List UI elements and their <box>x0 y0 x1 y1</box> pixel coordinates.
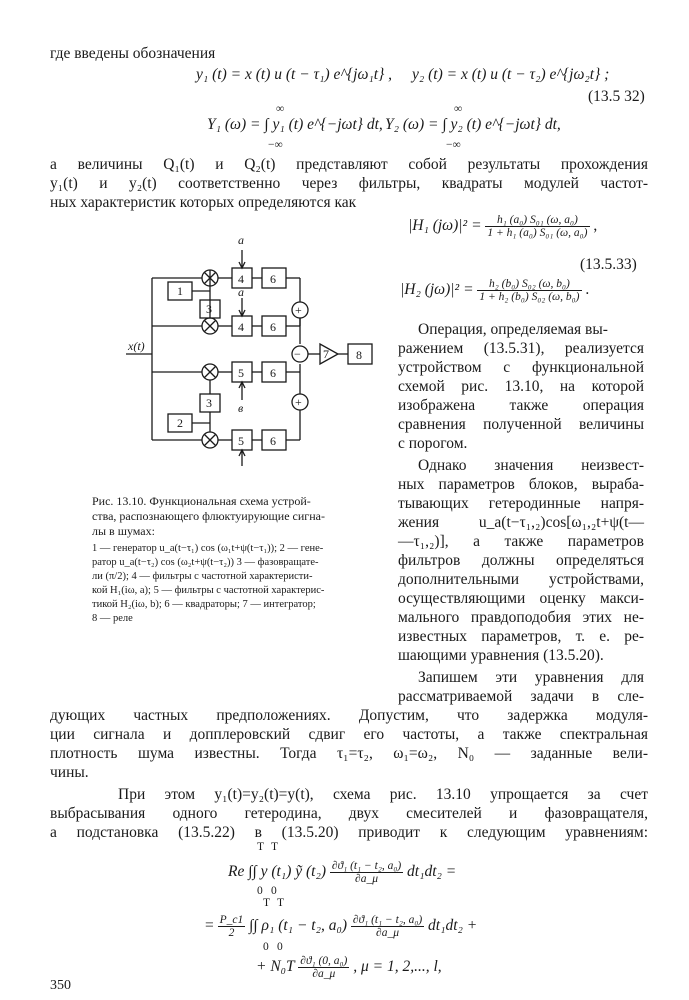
right-col-line: Однако значения неизвест- <box>418 457 644 474</box>
equation-number-13-5-32: (13.5 32) <box>588 88 645 105</box>
adder-plus: + <box>295 395 302 409</box>
final-eq-3-numerator: ∂ϑ₁ (0, a₀) <box>300 955 348 967</box>
equation-y2: y₂ (t) = x (t) u (t − τ₂) e^{jω₂t} ; <box>412 66 610 83</box>
right-col-line: сравнения полученной величины <box>398 416 644 433</box>
figure-legend-line: 1 — генератор u_a(t−τ₁) cos (ω₁t+ψ(t−τ₁)); 2 — гене- <box>92 543 324 554</box>
final-eq-2-fraction <box>351 914 424 939</box>
integral-lower-limit: 0 <box>277 941 283 953</box>
paragraph-line: ции сигнала и допплеровский сдвиг его частоты, а также спектральная <box>50 726 648 743</box>
final-eq-2-coefficient <box>218 914 246 939</box>
final-eq-3-fraction <box>298 955 349 980</box>
right-col-line: —τ₁,₂)], а также параметров <box>398 533 644 550</box>
final-eq-2-coef-numerator: P_c1 <box>219 914 244 926</box>
adder-plus: + <box>295 303 302 317</box>
integral-upper-limit-1: ∞ <box>276 103 285 115</box>
equation-H2-denominator: 1 + h₂ (b₀) S₀₂ (ω, b₀) <box>479 291 580 303</box>
integral-upper-limit: T <box>277 897 285 909</box>
final-eq-2-numerator: ∂ϑ₁ (t₁ − t₂, a₀) <box>352 914 423 926</box>
right-col-line: устройством с функциональной <box>398 359 644 376</box>
paragraph-line: плотность шума известны. Тогда τ₁=τ₂, ω₁=ω₂, N₀ — заданные вели- <box>50 745 648 762</box>
paragraph-line: а величины Q₁(t) и Q₂(t) представляют собой результаты прохождения <box>50 156 648 173</box>
paragraph-line: выбрасывания одного гетеродина, двух смесителей и фазовращателя, <box>50 805 648 822</box>
right-col-line: рассматриваемой задачи в сле- <box>398 688 644 705</box>
integral-upper-limit: T <box>257 841 265 853</box>
equation-H2-numerator: h₂ (b₀) S₀₂ (ω, b₀) <box>477 278 581 291</box>
page-number: 350 <box>50 978 71 993</box>
squarer-label: 6 <box>270 272 276 286</box>
integral-upper-limit: T <box>263 897 271 909</box>
filter-b-label: 5 <box>238 434 244 448</box>
final-eq-3-rhs: , μ = 1, 2,..., l, <box>353 958 442 976</box>
final-eq-1-numerator: ∂ϑ₁ (t₁ − t₂, a₀) <box>331 860 402 872</box>
final-eq-2-denominator: ∂a_μ <box>376 927 400 939</box>
right-col-line: тывающих гетеродинные напря- <box>398 495 644 512</box>
paragraph-line: ных характеристик которых определяются как <box>50 194 357 211</box>
right-col-line: с порогом. <box>398 435 468 452</box>
diagram-input-label: x(t) <box>128 339 145 353</box>
equation-H1-fraction <box>485 214 589 239</box>
integral-lower-limit-1: −∞ <box>268 139 283 151</box>
paragraph-line: а подстановка (13.5.22) в (13.5.20) приводит к следующим уравнениям: <box>50 824 648 841</box>
figure-caption-line: лы в шумах: <box>92 524 155 538</box>
squarer-label: 6 <box>270 366 276 380</box>
paragraph-line: y₁(t) и y₂(t) соответственно через фильтры, квадраты модулей частот- <box>50 175 648 192</box>
paragraph-line: дующих частных предположениях. Допустим, что задержка модуля- <box>50 707 648 724</box>
final-equation-line-2: = $\frac{P\_c1}{2}$ ∫∫ ρ₁ (t₁ − t₂, a₀) $\frac{\text{∂ϑ₁ (t₁ − t₂, a₀)}}{\partial a\_\mu}$ dt₁dt₂ + <box>205 914 478 939</box>
phase-shifter-label: 3 <box>206 396 212 410</box>
filter-a-label: 4 <box>238 272 244 286</box>
equation-H2: |H₂ (jω)|² = $\frac{\text{h₂ (b₀) S₀₂ (ω, b₀)}}{\text{1 + h₂ (b₀) S₀₂ (ω, b₀)}}$ . <box>400 278 590 303</box>
figure-legend-line: кой H₁(iω, a); 5 — фильтры с частотной характерис- <box>92 585 325 596</box>
figure-legend-line: ли (π/2); 4 — фильтры с частотной характеристи- <box>92 571 313 582</box>
block-diagram <box>126 222 384 472</box>
right-col-line: Операция, определяемая вы- <box>418 321 608 338</box>
generator-2-label: 2 <box>177 416 183 430</box>
integral-lower-limit: 0 <box>257 885 263 897</box>
final-eq-2-rhs: dt₁dt₂ + <box>428 917 478 935</box>
figure-legend-line: 8 — реле <box>92 613 133 624</box>
right-col-line: жения u_a(t−τ₁,₂)cos[ω₁,₂t+ψ(t— <box>398 514 644 531</box>
integral-upper-limit: T <box>271 841 279 853</box>
paragraph-line: При этом y₁(t)=y₂(t)=y(t), схема рис. 13.10 упрощается за счет <box>118 786 648 803</box>
integral-upper-limit-2: ∞ <box>454 103 463 115</box>
equation-H1: |H₁ (jω)|² = $\frac{\text{h₁ (a₀) S₀₁ (ω, a₀)}}{\text{1 + h₁ (a₀) S₀₁ (ω, a₀)}}$ , <box>408 214 598 239</box>
final-equation-line-3 <box>256 955 442 980</box>
equation-Y2: Y₂ (ω) = ∫ y₂ (t) e^{−jωt} dt, <box>385 116 561 133</box>
param-a-label: a <box>238 285 244 299</box>
equation-H1-numerator: h₁ (a₀) S₀₁ (ω, a₀) <box>485 214 589 227</box>
equation-number-13-5-33: (13.5.33) <box>580 256 637 273</box>
final-eq-3-denominator: ∂a_μ <box>312 968 336 980</box>
final-eq-1-rhs: dt₁dt₂ = <box>407 863 457 881</box>
equation-H1-lhs: |H₁ (jω)|² = <box>408 217 482 235</box>
relay-label: 8 <box>356 348 362 362</box>
integral-lower-limit-2: −∞ <box>446 139 461 151</box>
right-col-line: схемой рис. 13.10, на которой <box>398 378 644 395</box>
intro-text: где введены обозначения <box>50 45 216 62</box>
figure-legend-line: ратор u_a(t−τ₂) cos (ω₂t+ψ(t−τ₂)) 3 — фазовращате- <box>92 557 319 568</box>
param-b-label: в <box>238 401 244 415</box>
multiplier-cross <box>205 321 216 332</box>
right-col-line: шающими уравнения (13.5.20). <box>398 647 604 664</box>
right-col-line: ных параметров блоков, выраба- <box>398 476 644 493</box>
equation-Y1: Y₁ (ω) = ∫ y₁ (t) e^{−jωt} dt, <box>207 116 383 133</box>
final-eq-1-denominator: ∂a_μ <box>355 873 378 885</box>
right-col-line: фильтров должны определяться <box>398 552 644 569</box>
equation-H2-fraction <box>477 278 581 303</box>
integrator-label: 7 <box>323 347 329 361</box>
multiplier-cross <box>205 367 216 378</box>
multiplier-cross <box>205 435 216 446</box>
right-col-line: мального правдоподобия этих не- <box>398 609 644 626</box>
param-a-label: a <box>238 233 244 247</box>
equation-H1-denominator: 1 + h₁ (a₀) S₀₁ (ω, a₀) <box>487 227 588 239</box>
equation-H2-lhs: |H₂ (jω)|² = <box>400 281 474 299</box>
figure-legend-line: тикой H₂(iω, b); 6 — квадраторы; 7 — интегратор; <box>92 599 316 610</box>
integral-lower-limit: 0 <box>263 941 269 953</box>
filter-b-label: 5 <box>238 366 244 380</box>
final-equation-line-1 <box>228 860 456 885</box>
final-eq-3-lhs: + N₀T <box>256 958 295 976</box>
final-eq-2-body: ∫∫ ρ₁ (t₁ − t₂, a₀) <box>249 917 348 935</box>
figure-caption-line: Рис. 13.10. Функциональная схема устрой- <box>92 494 311 508</box>
filter-a-label: 4 <box>238 320 244 334</box>
right-col-line: ражением (13.5.31), реализуется <box>398 340 644 357</box>
paragraph-line: чины. <box>50 764 89 781</box>
equation-y1: y₁ (t) = x (t) u (t − τ₁) e^{jω₁t} , <box>196 66 393 83</box>
right-col-line: Запишем эти уравнения для <box>418 669 644 686</box>
right-col-line: осуществляющими оценку макси- <box>398 590 644 607</box>
right-col-line: дополнительными устройствами, <box>398 571 644 588</box>
final-eq-1-fraction <box>330 860 403 885</box>
phase-shifter-label: 3 <box>206 302 212 316</box>
right-col-line: известных параметров, т. е. ре- <box>398 628 644 645</box>
final-eq-2-coef-denominator: 2 <box>228 927 235 939</box>
integral-lower-limit: 0 <box>271 885 277 897</box>
subtractor-minus: − <box>294 347 301 361</box>
squarer-label: 6 <box>270 320 276 334</box>
figure-caption-line: ства, распознающего флюктуирующие сигна- <box>92 509 325 523</box>
right-col-line: изображена также операция <box>398 397 644 414</box>
generator-1-label: 1 <box>177 284 183 298</box>
squarer-label: 6 <box>270 434 276 448</box>
final-eq-1-lhs: Re ∫∫ y (t₁) ỹ (t₂) <box>228 863 327 881</box>
